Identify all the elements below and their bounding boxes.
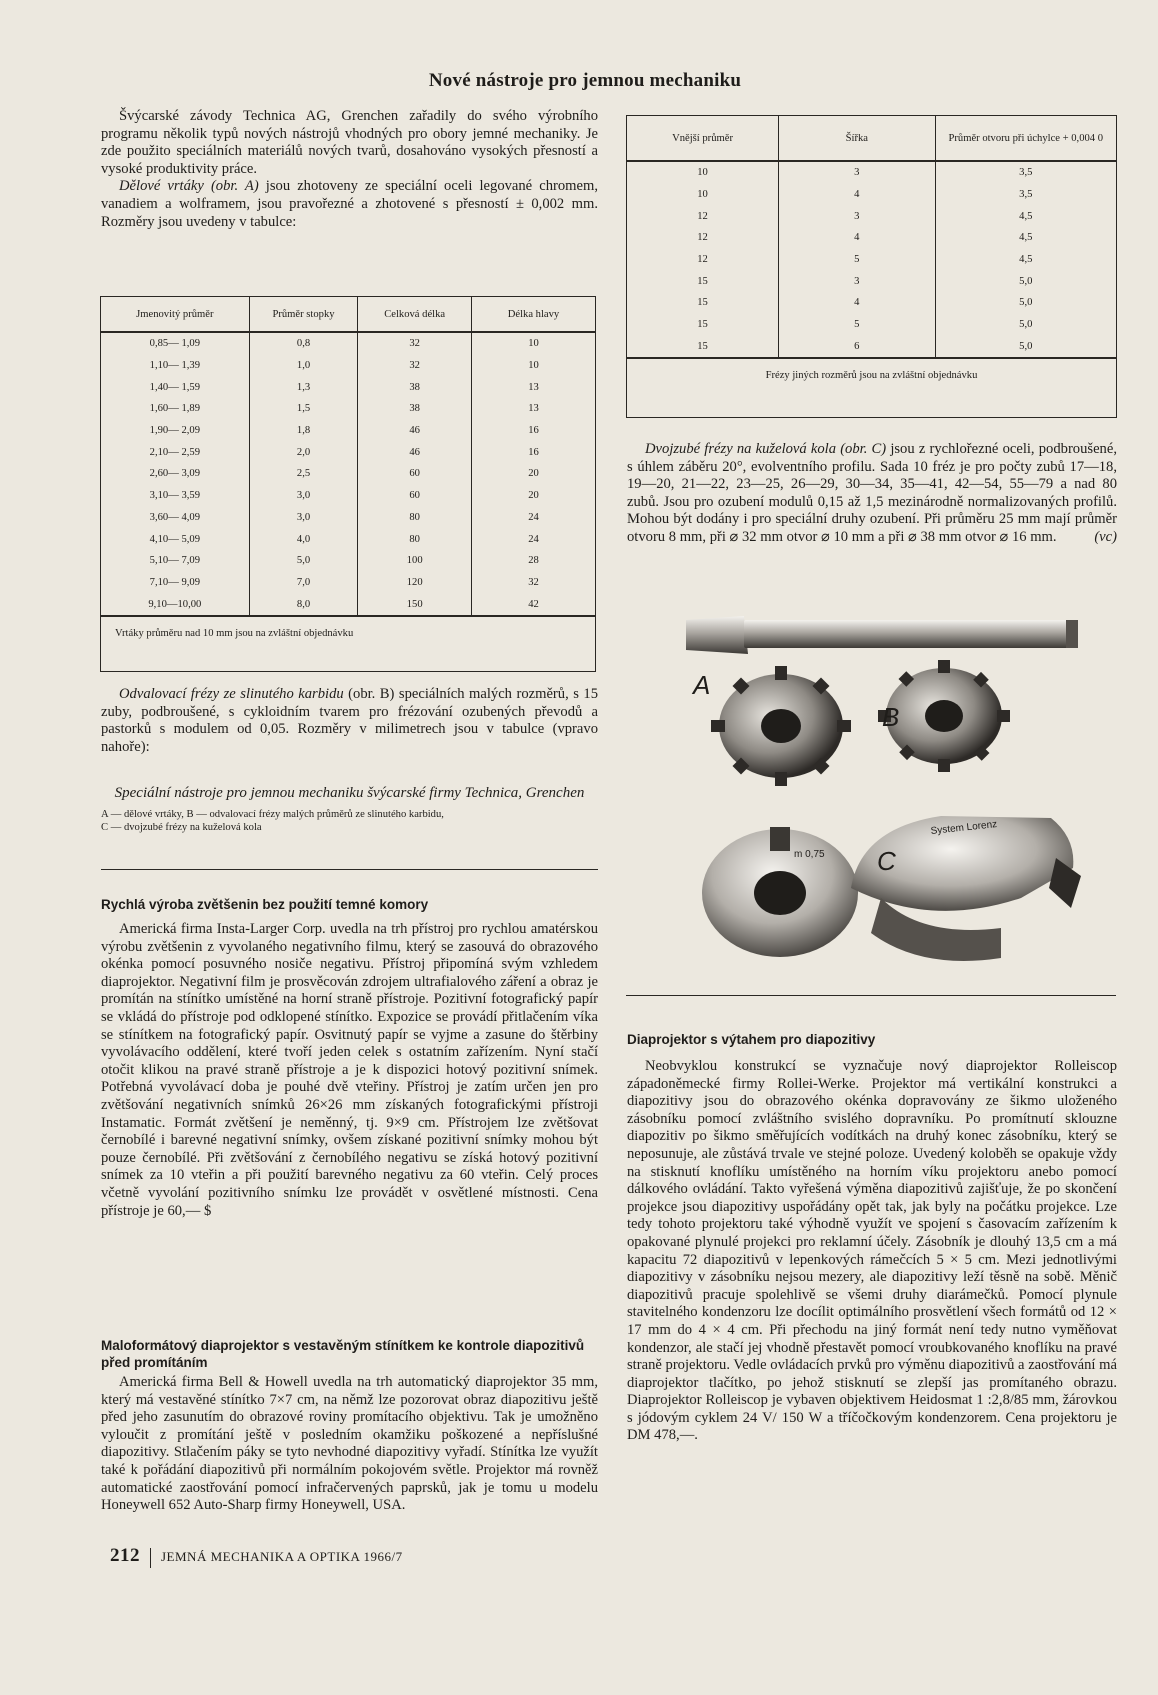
drill-row [101, 528, 595, 550]
bevel-paragraph [627, 441, 1117, 547]
drills-paragraph [101, 178, 598, 231]
drill-cell: 3,0 [249, 507, 358, 529]
figure-label-b: B [882, 702, 900, 732]
cutter-cell: 3,5 [1019, 167, 1033, 179]
drill-cell: 120 [358, 572, 472, 594]
cutter-cell: 4,5 [1019, 232, 1033, 244]
cutter-cell: 4,5 [1019, 210, 1033, 222]
cutter-row [627, 292, 1116, 314]
cutter-cell: 5,0 [1019, 319, 1033, 331]
cutter-cell: 3 [779, 270, 935, 292]
figure-label-c: C [877, 846, 896, 876]
article-rolleiscop-text: Neobvyklou konstrukcí se vyznačuje nový diaprojektor Rolleiscop západoněmecké firmy Rollei-Werke. Projektor má vertikální konstrukci a diapozitivy jsou do obrazového okénka dopravovány ze šikmo uloženého zásobníku pomocí zvláštního svislého dopravníku. Po promítnutí sklouzne diapozitiv po šikmo směřujících vodítkách na druhý konec zásobníku, který se neposunuje, ale zůstává trvale ve stejné poloze. Uvedený koloběh se opakuje vždy na stisknutí knoflíku umístěného na horním víku projektoru anebo pomocí dálkového ovládání. Takto vyřešená výměna diapozitivů zajišťuje, že po skončení projekce jsou diapozitivy uspořádány opět tak, jak byly na počátku projekce. Lze tedy tohoto projektoru také výhodně využít ve spojení s časovacím zařízením k opakované plynulé projekci pro reklamní účely. Zásobník je dlouhý 13,5 cm a má kapacitu 72 diapozitivů v lepenkových rámečcích 5 × 5 cm. Mezi jednotlivými diapozitivy v zásobníku nejsou mezery, ale diapozitivy leží těsně na sobě. Měnič diapozitivů pracuje spolehlivě se všemi druhy diarámečků. Pomocí plynule stavitelného kondenzoru lze docílit optimálního prosvětlení všech formátů od 12 × 17 mm do 4 × 4 cm. Při přechodu na jiný formát není tedy nutno vyměňovat kondenzor, ale stačí jej vhodně přestavět pomocí vroubkovaného knoflíku na pravé straně projektoru. Vedle ovládacích prvků pro výměnu diapozitivů a zaostřování má diaprojektor tlačítko, po jehož stisknutí se zlepší jas promítaného obrazu. Diaprojektor Rolleiscop je vybaven objektivem Heidosmat 1 :2,8/85 mm, žárovkou s jódovým cyklem 24 V/ 150 W a tříčočkovým kondenzorem. Cena projektoru je DM 478,—. [627, 1058, 1117, 1444]
cutter-row [627, 205, 1116, 227]
drill-cell: 4,0 [249, 528, 358, 550]
drill-cell: 1,3 [249, 376, 358, 398]
drill-row [101, 420, 595, 442]
drill-cell: 7,0 [249, 572, 358, 594]
drill-table [101, 297, 595, 651]
drill-cell: 1,60— 1,89 [101, 398, 249, 420]
cutter-cell: 12 [627, 249, 779, 271]
drill-cell: 1,8 [249, 420, 358, 442]
cutter-cell: 12 [627, 227, 779, 249]
drill-cell: 100 [358, 550, 472, 572]
bevel-lead: Dvojzubé frézy na kuželová kola (obr. C) [645, 441, 887, 457]
drill-row [101, 507, 595, 529]
figure-caption-title: Speciální nástroje pro jemnou mechaniku švýcarské firmy Technica, Grenchen [114, 785, 585, 801]
drill-row [101, 332, 595, 355]
drill-row [101, 485, 595, 507]
cutter-table-box [626, 115, 1117, 418]
page-number: 212 [110, 1545, 140, 1566]
drill-cell: 1,0 [249, 355, 358, 377]
cutter-cell: 15 [627, 336, 779, 359]
cutter-cell: 4 [779, 184, 935, 206]
drill-cell: 38 [358, 398, 472, 420]
cutter-table-body [627, 161, 1116, 358]
drill-cell: 32 [358, 355, 472, 377]
drill-cell: 32 [528, 576, 539, 588]
figure-caption-block [101, 784, 598, 834]
article-enlargements-heading: Rychlá výroba zvětšenin bez použití temné komory [101, 897, 429, 912]
drill-table-footnote: Vrtáky průměru nad 10 mm jsou na zvláštní objednávku [101, 616, 595, 651]
drill-row [101, 376, 595, 398]
cutters-paragraph [101, 686, 598, 756]
drills-text: jsou zhotoveny ze speciální oceli legované chromem, vanadiem a wolframem, jsou pravořezné a zhotovené s přesností ± 0,002 mm. Rozměry jsou uvedeny v tabulce: [101, 178, 598, 230]
drill-cell: 46 [358, 420, 472, 442]
cutter-table-footnote: Frézy jiných rozměrů jsou na zvláštní objednávku [627, 358, 1116, 391]
caption-rule [101, 869, 598, 870]
drill-row [101, 572, 595, 594]
tools-photo [626, 606, 1116, 976]
cutter-cell: 15 [627, 292, 779, 314]
cutter-header-bore: Průměr otvoru při úchylce + 0,004 0 [935, 116, 1116, 161]
drill-cell: 24 [528, 511, 539, 523]
drill-cell: 3,60— 4,09 [101, 507, 249, 529]
drill-cell: 4,10— 5,09 [101, 528, 249, 550]
cutter-cell: 5,0 [1019, 297, 1033, 309]
drill-cell: 60 [358, 463, 472, 485]
drill-cell: 7,10— 9,09 [101, 572, 249, 594]
drill-cell: 150 [358, 593, 472, 616]
figure-caption-line2: C — dvojzubé frézy na kuželová kola [101, 822, 262, 833]
drill-cell: 2,60— 3,09 [101, 463, 249, 485]
drill-cell: 1,40— 1,59 [101, 376, 249, 398]
cutter-cell: 15 [627, 270, 779, 292]
article-rolleiscop [627, 1031, 1117, 1445]
drill-cell: 80 [358, 528, 472, 550]
figure-rule [626, 995, 1116, 996]
intro-block [101, 108, 598, 231]
drill-cell: 2,0 [249, 441, 358, 463]
cutter-cell: 12 [627, 205, 779, 227]
drill-row [101, 463, 595, 485]
drill-cell: 13 [528, 381, 539, 393]
bevel-sign: (vc) [1094, 528, 1117, 545]
drill-cell: 20 [528, 490, 539, 502]
drill-cell: 0,8 [249, 332, 358, 355]
cutter-cell: 3,5 [1019, 189, 1033, 201]
drill-row [101, 441, 595, 463]
drill-cell: 8,0 [249, 593, 358, 616]
article-rolleiscop-heading: Diaprojektor s výtahem pro diapozitivy [627, 1032, 876, 1047]
article-bell-howell-heading: Maloformátový diaprojektor s vestavěným stínítkem ke kontrole diapozitivů před promítáním [101, 1338, 585, 1370]
cutter-header-width: Šířka [779, 116, 935, 161]
cutter-table [627, 116, 1116, 391]
drill-cell: 1,10— 1,39 [101, 355, 249, 377]
cutter-cell: 5,0 [1019, 340, 1033, 352]
drill-cell: 10 [528, 360, 539, 372]
drill-table-box [100, 296, 596, 672]
bevel-text: jsou z rychlořezné oceli, podbroušené, s úhlem záběru 20°, evolventního profilu. Sada 10 fréz je pro počty zubů 17—18, 19—20, 21—22, 23—25, 26—29, 30—34, 35—41, 42—54, 55—79 a nad 80 zubů. Jsou pro ozubení modulů 0,15 až 1,5 mezinárodně normalizovaných profilů. Mohou být dodány i pro speciální druhy ozubení. Při průměru 25 mm mají průměr otvoru 8 mm, při ⌀ 32 mm otvor ⌀ 10 mm a při ⌀ 38 mm otvor ⌀ 16 mm. [627, 441, 1117, 545]
drill-cell: 1,90— 2,09 [101, 420, 249, 442]
drill-cell: 0,85— 1,09 [101, 332, 249, 355]
cutter-row [627, 161, 1116, 184]
drill-cell: 10 [528, 338, 539, 350]
drill-row [101, 355, 595, 377]
cutter-row [627, 314, 1116, 336]
page-footer [110, 1545, 403, 1568]
drill-cell: 13 [528, 403, 539, 415]
cutter-cell: 15 [627, 314, 779, 336]
article-bell-howell [101, 1337, 598, 1515]
drill-table-body [101, 332, 595, 616]
drill-cell: 5,0 [249, 550, 358, 572]
drill-header-shank: Průměr stopky [249, 297, 358, 332]
drill-cell: 2,5 [249, 463, 358, 485]
drill-header-length: Celková délka [358, 297, 472, 332]
drill-cell: 28 [528, 555, 539, 567]
figure-label-a: A [693, 670, 711, 700]
drill-header-diameter: Jmenovitý průměr [101, 297, 249, 332]
drill-cell: 24 [528, 533, 539, 545]
cutter-cell: 5 [779, 249, 935, 271]
footer-divider [150, 1548, 151, 1568]
drill-cell: 80 [358, 507, 472, 529]
drill-cell: 20 [528, 468, 539, 480]
drill-cell: 42 [528, 598, 539, 610]
cutter-cell: 4 [779, 227, 935, 249]
drill-row [101, 593, 595, 616]
figure-caption-line1: A — dělové vrtáky, B — odvalovací frézy malých průměrů ze slinutého karbidu, [101, 809, 444, 820]
cutter-cell: 5,0 [1019, 275, 1033, 287]
cutter-row [627, 227, 1116, 249]
bevel-cutter-right [851, 816, 1081, 961]
page-title: Nové nástroje pro jemnou mechaniku [428, 70, 742, 91]
drill-image [686, 616, 1078, 654]
drill-cell: 32 [358, 332, 472, 355]
journal-name: JEMNÁ MECHANIKA A OPTIKA 1966/7 [161, 1549, 403, 1564]
bevel-block [627, 441, 1117, 547]
drill-cell: 1,5 [249, 398, 358, 420]
bevel-cutter-left [702, 827, 858, 957]
drill-cell: 3,0 [249, 485, 358, 507]
cutter-cell: 4,5 [1019, 254, 1033, 266]
drill-row [101, 398, 595, 420]
drills-lead: Dělové vrtáky (obr. A) [119, 178, 259, 195]
cutter-cell: 3 [779, 161, 935, 184]
intro-paragraph: Švýcarské závody Technica AG, Grenchen zařadily do svého výrobního programu několik typů nových nástrojů vhodných pro obory jemné mechaniky. Je zde použito speciálních materiálů nových tvarů, dosahováno vysokých přesností a vysoké produktivity práce. [101, 108, 598, 177]
cutter-marking-module: m 0,75 [794, 849, 825, 860]
cutter-cell: 4 [779, 292, 935, 314]
cutter-row [627, 184, 1116, 206]
cutter-cell: 6 [779, 336, 935, 359]
cutter-row [627, 336, 1116, 359]
drill-cell: 9,10—10,00 [101, 593, 249, 616]
article-enlargements [101, 896, 598, 1220]
drill-row [101, 550, 595, 572]
cutter-cell: 3 [779, 205, 935, 227]
drill-cell: 38 [358, 376, 472, 398]
cutters-block [101, 686, 598, 756]
cutters-text: (obr. B) speciálních malých rozměrů, s 15 zuby, podbroušené, s cykloidním tvarem pro frézování ozubených převodů a pastorků s modulem od 0,05. Rozměry v milimetrech jsou v tabulce (vpravo nahoře): [101, 686, 598, 755]
cutter-row [627, 249, 1116, 271]
drill-cell: 60 [358, 485, 472, 507]
cutter-marking-brand: System Lorenz [930, 819, 998, 837]
cutter-cell: 5 [779, 314, 935, 336]
drill-cell: 46 [358, 441, 472, 463]
drill-cell: 16 [528, 446, 539, 458]
drill-cell: 3,10— 3,59 [101, 485, 249, 507]
drill-cell: 2,10— 2,59 [101, 441, 249, 463]
article-bell-howell-text: Americká firma Bell & Howell uvedla na trh automatický diaprojektor 35 mm, který má vestavěné stínítko 7×7 cm, na němž lze pozorovat obraz diapozitivu ještě před jeho zasunutím do obrazové roviny promítacího objektivu. Tak je umožněno vyloučit z promítání ještě v posledním okamžiku poškozené a nepříslušné diapozitivy. Stlačením páky se tyto nevhodné diapozitivy vyřadí. Stínítka lze využít také k pořádání diapozitivů při normálním pokojovém světle. Projektor má rovněž automatické zaostřování pomocí infračervených paprsků, jak je tomu u modelu Honeywell 652 Auto-Sharp firmy Honeywell, USA. [101, 1374, 598, 1514]
cutter-header-outer: Vnější průměr [627, 116, 779, 161]
drill-header-head: Délka hlavy [471, 297, 595, 332]
drill-cell: 16 [528, 425, 539, 437]
cutter-cell: 10 [627, 184, 779, 206]
cutters-lead: Odvalovací frézy ze slinutého karbidu [119, 686, 344, 702]
article-enlargements-text: Americká firma Insta-Larger Corp. uvedla na trh přístroj pro rychlou amatérskou výrobu zvětšenin z vyvolaného negativního filmu, který se zasouvá do obrazového okénka pomocí posuvného nosiče negativu. Přístroj připomíná svým vzhledem diaprojektor. Negativní film je prosvěcován zdrojem ultrafialového záření a obraz je promítán na stínítko umístěné na horní straně přístroje. Pozitivní fotografický papír se vkládá do přístroje pod odklopené stínítko. Expozice se provádí přitlačením víka se stínítkem na fotografický papír. Osvitnutý papír se vyjme a zasune do štěrbiny vyvolávacího oddělení, které tvoří jeden celek s ostatním zařízením. Nyní stačí otočit klikou na pravé straně přístroje a je k dispozici hotový pozitivní snímek. Potřebná vyvolávací doba je pouhé dvě vteřiny. Přístroj je zatím určen jen pro zvětšování negativních snímků 26×26 mm získaných fotografickými přístroji Instamatic. Formát zvětšení je neměnný, tj. 9×9 cm. Přístrojem lze zvětšovat černobílé i barevné negativní snímky, ovšem získané pozitivní snímky mohou být pouze černobílé. Při zvětšování z černobílého negativu se získá hotový pozitivní snímek za 10 vteřin a při použití barevného negativu za 60 vteřin. Celý proces včetně vyvolání pozitivního snímku lze provádět v osvětlené místnosti. Cena přístroje je 60,— $ [101, 921, 598, 1219]
cutter-row [627, 270, 1116, 292]
cutter-cell: 10 [627, 161, 779, 184]
drill-cell: 5,10— 7,09 [101, 550, 249, 572]
hob-cutter-left [711, 666, 851, 786]
